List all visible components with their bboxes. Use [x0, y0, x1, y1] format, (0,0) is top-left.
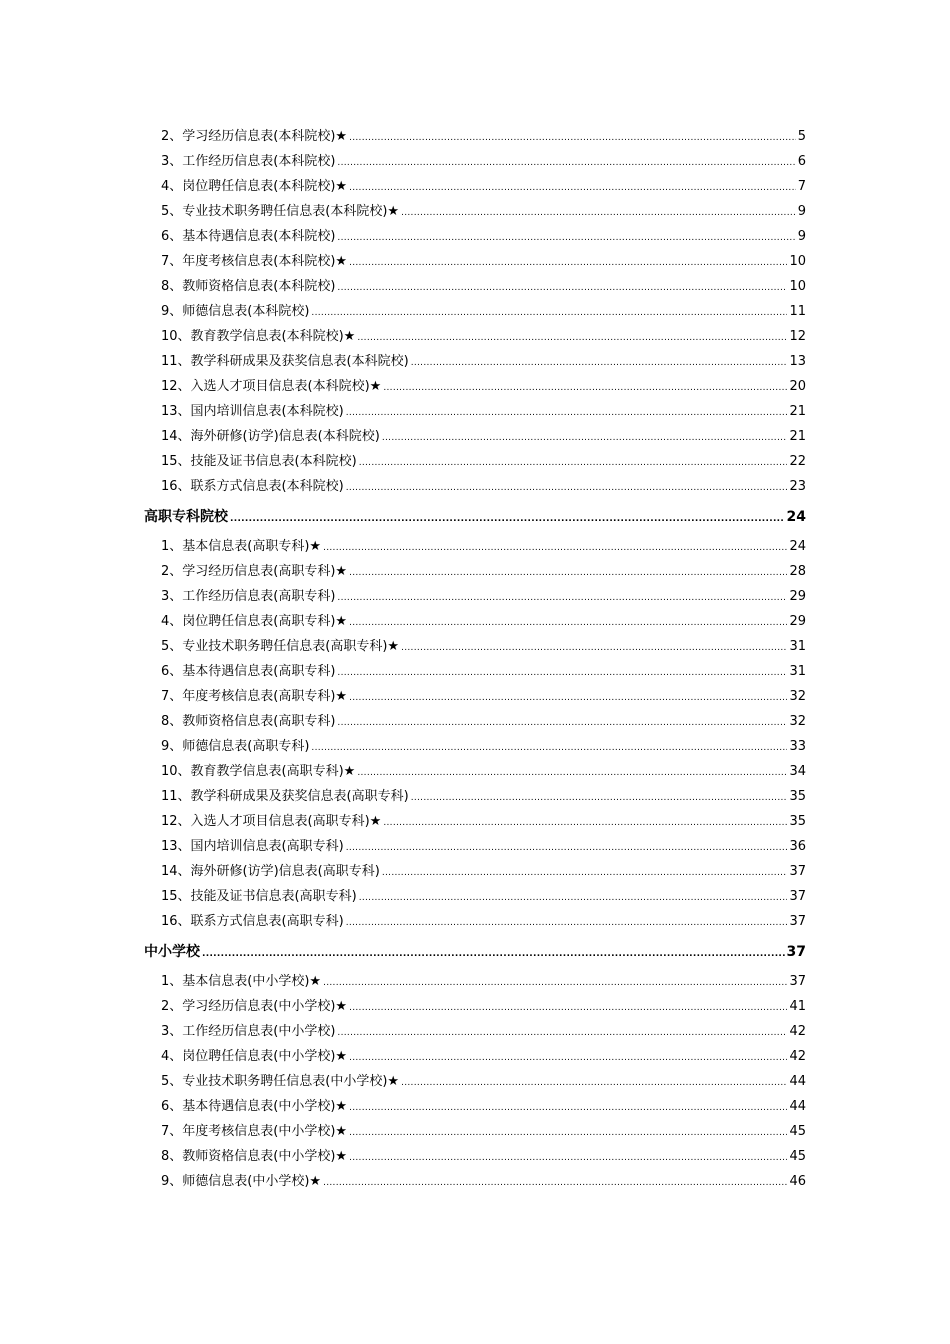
toc-page-number: 31	[789, 639, 806, 654]
table-of-contents	[0, 124, 950, 1194]
toc-entry-title: 8、教师资格信息表(高职专科)	[161, 714, 336, 729]
toc-entry-title: 2、学习经历信息表(高职专科)★	[161, 564, 348, 579]
toc-entry[interactable]	[0, 684, 950, 709]
toc-entry-title: 高职专科院校	[144, 509, 228, 525]
toc-entry-title: 15、技能及证书信息表(本科院校)	[161, 454, 357, 469]
toc-entry[interactable]	[0, 609, 950, 634]
toc-dot-leader	[346, 834, 788, 861]
toc-dot-leader	[346, 399, 788, 426]
toc-dot-leader	[323, 969, 787, 996]
toc-section-heading[interactable]	[0, 939, 950, 965]
toc-dot-leader	[349, 1119, 787, 1146]
toc-page-number: 32	[789, 714, 806, 729]
toc-entry[interactable]	[0, 1144, 950, 1169]
toc-entry-title: 11、教学科研成果及获奖信息表(本科院校)	[161, 354, 409, 369]
toc-entry-title: 6、基本待遇信息表(本科院校)	[161, 229, 336, 244]
toc-page-number: 12	[789, 329, 806, 344]
toc-entry-title: 14、海外研修(访学)信息表(本科院校)	[161, 429, 380, 444]
toc-dot-leader	[401, 1069, 787, 1096]
toc-entry[interactable]	[0, 274, 950, 299]
toc-dot-leader	[349, 249, 787, 276]
toc-entry[interactable]	[0, 559, 950, 584]
toc-entry[interactable]	[0, 399, 950, 424]
toc-dot-leader	[401, 634, 787, 661]
toc-entry-title: 9、师德信息表(高职专科)	[161, 739, 310, 754]
toc-dot-leader	[383, 809, 787, 836]
toc-entry[interactable]	[0, 759, 950, 784]
toc-dot-leader	[349, 174, 796, 201]
toc-dot-leader	[349, 1044, 787, 1071]
toc-entry[interactable]	[0, 884, 950, 909]
toc-entry-title: 7、年度考核信息表(中小学校)★	[161, 1124, 348, 1139]
toc-entry[interactable]	[0, 1019, 950, 1044]
toc-page-number: 24	[789, 539, 806, 554]
toc-entry-title: 2、学习经历信息表(本科院校)★	[161, 129, 348, 144]
toc-entry[interactable]	[0, 534, 950, 559]
toc-entry[interactable]	[0, 859, 950, 884]
toc-entry-title: 5、专业技术职务聘任信息表(高职专科)★	[161, 639, 400, 654]
toc-entry[interactable]	[0, 149, 950, 174]
toc-dot-leader	[349, 609, 787, 636]
toc-page-number: 9	[797, 204, 806, 219]
toc-page-number: 11	[789, 304, 806, 319]
toc-entry-title: 14、海外研修(访学)信息表(高职专科)	[161, 864, 380, 879]
toc-entry-title: 10、教育教学信息表(高职专科)★	[161, 764, 356, 779]
toc-entry-title: 6、基本待遇信息表(中小学校)★	[161, 1099, 348, 1114]
toc-dot-leader	[357, 759, 787, 786]
toc-dot-leader	[349, 994, 787, 1021]
toc-dot-leader	[359, 449, 788, 476]
toc-entry[interactable]	[0, 249, 950, 274]
toc-entry[interactable]	[0, 374, 950, 399]
toc-page-number: 42	[789, 1049, 806, 1064]
toc-entry-title: 8、教师资格信息表(本科院校)	[161, 279, 336, 294]
toc-page-number: 29	[789, 614, 806, 629]
toc-page-number: 31	[789, 664, 806, 679]
toc-dot-leader	[401, 199, 796, 226]
toc-page-number: 37	[786, 944, 806, 960]
toc-entry-title: 16、联系方式信息表(高职专科)	[161, 914, 344, 929]
toc-entry[interactable]	[0, 199, 950, 224]
toc-entry[interactable]	[0, 449, 950, 474]
toc-entry[interactable]	[0, 634, 950, 659]
toc-dot-leader	[346, 909, 788, 936]
toc-dot-leader	[337, 1019, 787, 1046]
toc-page-number: 42	[789, 1024, 806, 1039]
toc-entry[interactable]	[0, 584, 950, 609]
toc-dot-leader	[337, 149, 795, 176]
toc-entry-title: 5、专业技术职务聘任信息表(本科院校)★	[161, 204, 400, 219]
toc-entry-title: 4、岗位聘任信息表(本科院校)★	[161, 179, 348, 194]
toc-page-number: 45	[789, 1124, 806, 1139]
toc-dot-leader	[202, 939, 785, 967]
toc-entry-title: 3、工作经历信息表(本科院校)	[161, 154, 336, 169]
toc-entry-title: 9、师德信息表(本科院校)	[161, 304, 310, 319]
toc-entry[interactable]	[0, 809, 950, 834]
toc-entry-title: 13、国内培训信息表(本科院校)	[161, 404, 344, 419]
toc-entry[interactable]	[0, 709, 950, 734]
toc-entry-title: 3、工作经历信息表(中小学校)	[161, 1024, 336, 1039]
toc-entry[interactable]	[0, 1094, 950, 1119]
toc-entry-title: 12、入选人才项目信息表(高职专科)★	[161, 814, 382, 829]
toc-section-heading[interactable]	[0, 504, 950, 530]
toc-dot-leader	[349, 1144, 787, 1171]
toc-dot-leader	[411, 784, 788, 811]
toc-page-number: 6	[797, 154, 806, 169]
toc-page-number: 37	[789, 864, 806, 879]
toc-dot-leader	[337, 224, 795, 251]
toc-entry-title: 12、入选人才项目信息表(本科院校)★	[161, 379, 382, 394]
toc-dot-leader	[337, 584, 787, 611]
toc-entry[interactable]	[0, 224, 950, 249]
toc-page-number: 24	[786, 509, 806, 525]
toc-page-number: 22	[789, 454, 806, 469]
toc-page-number: 36	[789, 839, 806, 854]
toc-dot-leader	[230, 504, 785, 532]
toc-page-number: 45	[789, 1149, 806, 1164]
toc-dot-leader	[349, 559, 787, 586]
toc-page-number: 21	[789, 429, 806, 444]
toc-entry[interactable]	[0, 659, 950, 684]
toc-dot-leader	[411, 349, 788, 376]
toc-page-number: 13	[789, 354, 806, 369]
toc-page-number: 37	[789, 974, 806, 989]
toc-page-number: 5	[797, 129, 806, 144]
toc-page-number: 37	[789, 914, 806, 929]
toc-page-number: 29	[789, 589, 806, 604]
toc-entry[interactable]	[0, 174, 950, 199]
toc-entry[interactable]	[0, 909, 950, 934]
toc-page-number: 10	[789, 279, 806, 294]
toc-page-number: 7	[797, 179, 806, 194]
toc-entry[interactable]	[0, 969, 950, 994]
toc-dot-leader	[323, 534, 787, 561]
toc-page-number: 34	[789, 764, 806, 779]
toc-entry[interactable]	[0, 994, 950, 1019]
toc-dot-leader	[357, 324, 787, 351]
toc-entry-title: 7、年度考核信息表(本科院校)★	[161, 254, 348, 269]
toc-entry-title: 8、教师资格信息表(中小学校)★	[161, 1149, 348, 1164]
toc-entry[interactable]	[0, 834, 950, 859]
toc-entry-title: 16、联系方式信息表(本科院校)	[161, 479, 344, 494]
toc-dot-leader	[311, 299, 787, 326]
toc-dot-leader	[382, 424, 788, 451]
toc-page-number: 10	[789, 254, 806, 269]
toc-entry[interactable]	[0, 124, 950, 149]
toc-page-number: 35	[789, 814, 806, 829]
toc-dot-leader	[337, 274, 787, 301]
toc-dot-leader	[311, 734, 787, 761]
toc-entry-title: 中小学校	[144, 944, 200, 960]
toc-page-number: 46	[789, 1174, 806, 1189]
toc-entry-title: 9、师德信息表(中小学校)★	[161, 1174, 322, 1189]
toc-entry-title: 15、技能及证书信息表(高职专科)	[161, 889, 357, 904]
toc-entry-title: 6、基本待遇信息表(高职专科)	[161, 664, 336, 679]
toc-dot-leader	[349, 684, 787, 711]
toc-entry[interactable]	[0, 1044, 950, 1069]
toc-page-number: 44	[789, 1074, 806, 1089]
toc-entry[interactable]	[0, 1069, 950, 1094]
toc-entry-title: 5、专业技术职务聘任信息表(中小学校)★	[161, 1074, 400, 1089]
toc-page-number: 9	[797, 229, 806, 244]
toc-page-number: 37	[789, 889, 806, 904]
toc-page-number: 44	[789, 1099, 806, 1114]
toc-page-number: 32	[789, 689, 806, 704]
toc-entry[interactable]	[0, 734, 950, 759]
toc-entry[interactable]	[0, 424, 950, 449]
toc-dot-leader	[337, 659, 787, 686]
toc-dot-leader	[323, 1169, 787, 1196]
toc-page-number: 28	[789, 564, 806, 579]
toc-entry[interactable]	[0, 474, 950, 499]
toc-entry-title: 3、工作经历信息表(高职专科)	[161, 589, 336, 604]
toc-page-number: 23	[789, 479, 806, 494]
toc-dot-leader	[349, 124, 796, 151]
toc-entry[interactable]	[0, 299, 950, 324]
toc-dot-leader	[337, 709, 787, 736]
toc-dot-leader	[359, 884, 788, 911]
toc-entry[interactable]	[0, 324, 950, 349]
toc-entry-title: 4、岗位聘任信息表(中小学校)★	[161, 1049, 348, 1064]
toc-entry-title: 10、教育教学信息表(本科院校)★	[161, 329, 356, 344]
toc-entry-title: 1、基本信息表(高职专科)★	[161, 539, 322, 554]
toc-entry-title: 2、学习经历信息表(中小学校)★	[161, 999, 348, 1014]
toc-page-number: 20	[789, 379, 806, 394]
toc-dot-leader	[382, 859, 788, 886]
toc-page-number: 21	[789, 404, 806, 419]
toc-entry-title: 4、岗位聘任信息表(高职专科)★	[161, 614, 348, 629]
toc-dot-leader	[349, 1094, 787, 1121]
toc-page-number: 35	[789, 789, 806, 804]
toc-page-number: 41	[789, 999, 806, 1014]
toc-entry[interactable]	[0, 1169, 950, 1194]
toc-entry-title: 11、教学科研成果及获奖信息表(高职专科)	[161, 789, 409, 804]
toc-dot-leader	[383, 374, 787, 401]
toc-entry[interactable]	[0, 349, 950, 374]
toc-entry-title: 13、国内培训信息表(高职专科)	[161, 839, 344, 854]
toc-entry[interactable]	[0, 784, 950, 809]
toc-dot-leader	[346, 474, 788, 501]
toc-entry-title: 1、基本信息表(中小学校)★	[161, 974, 322, 989]
toc-page-number: 33	[789, 739, 806, 754]
toc-entry[interactable]	[0, 1119, 950, 1144]
toc-entry-title: 7、年度考核信息表(高职专科)★	[161, 689, 348, 704]
